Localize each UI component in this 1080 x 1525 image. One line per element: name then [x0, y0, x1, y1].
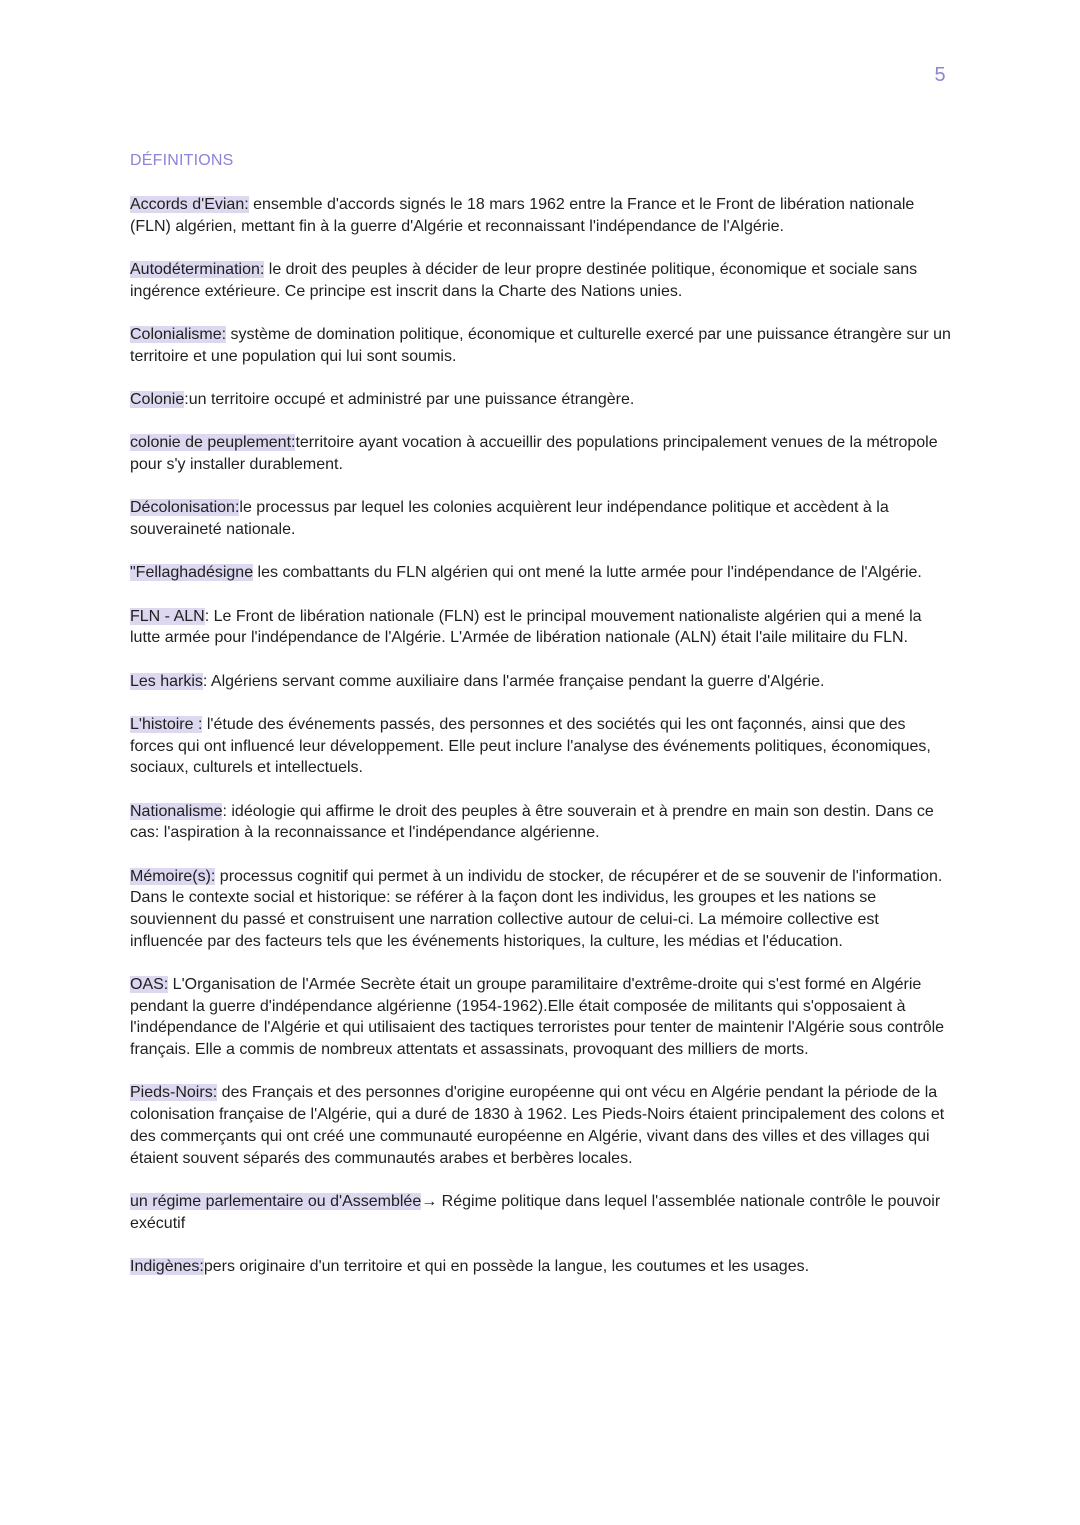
definition-text: L'Organisation de l'Armée Secrète était un groupe paramilitaire d'extrême-droite qui s'est formé en Algérie pendant la guerre d'indépendance algérienne (1954-1962).Elle était composée de militants qui s'opposaient à l'indépendance de l'Algérie et qui utilisaient des tactiques terroristes pour tenter de maintenir l'Algérie sous contrôle français. Elle a commis de nombreux attentats et assassinats, provoquant des milliers de morts. [130, 976, 945, 1059]
definition-term: Colonie [130, 391, 185, 408]
definition-item [130, 562, 952, 584]
definition-text: les combattants du FLN algérien qui ont mené la lutte armée pour l'indépendance de l'Algérie. [253, 564, 922, 582]
definition-term: un régime parlementaire ou d'Assemblée [130, 1192, 422, 1210]
definition-text: :un territoire occupé et administré par une puissance étrangère. [184, 391, 635, 408]
section-title: DÉFINITIONS [130, 152, 234, 169]
definition-term: Autodétermination: [130, 261, 265, 278]
definition-text: : Le Front de libération nationale (FLN) est le principal mouvement nationaliste algérien qui a mené la lutte armée pour l'indépendance de l'Algérie. L'Armée de libération nationale (ALN) était l'aile militaire du FLN. [130, 607, 922, 647]
definition-text: l'étude des événements passés, des personnes et des sociétés qui les ont façonnés, ainsi que des forces qui ont influencé leur développement. Elle peut inclure l'analyse des événements politiques, économiques, sociaux, culturels et intellectuels. [130, 715, 931, 777]
definition-item [130, 671, 952, 693]
definition-term: "Fellaghadésigne [130, 564, 254, 582]
definition-term: FLN - ALN [130, 607, 205, 625]
definition-term: Décolonisation: [130, 499, 240, 517]
definition-item [130, 1191, 952, 1234]
definition-term: OAS: [130, 976, 169, 993]
definition-term: Pieds-Noirs: [130, 1084, 218, 1102]
definition-term: colonie de peuplement: [130, 434, 296, 452]
definition-term: Mémoire(s): [130, 867, 216, 885]
definition-item [130, 714, 952, 779]
definition-text: le processus par lequel les colonies acquièrent leur indépendance politique et accèdent à la souveraineté nationale. [130, 499, 889, 538]
definition-text: des Français et des personnes d'origine européenne qui ont vécu en Algérie pendant la période de la colonisation française de l'Algérie, qui a duré de 1830 à 1962. Les Pieds-Noirs étaient principalement des colons et des commerçants qui ont créé une communauté européenne en Algérie, vivant dans des villes et des villages qui étaient souvent séparés des communautés arabes et berbères locales. [130, 1084, 945, 1167]
definition-item [130, 801, 952, 844]
definition-text: processus cognitif qui permet à un individu de stocker, de récupérer et de se souvenir de l'information. Dans le contexte social et historique: se référer à la façon dont les individus, les groupes et les nations se souviennent du passé et construisent une narration collective autour de celui-ci. La mémoire collective est influencée par des facteurs tels que les événements historiques, la culture, les médias et l'éducation. [130, 867, 943, 950]
definition-item [130, 389, 952, 411]
definition-term: Indigènes: [130, 1257, 204, 1275]
definition-text: → Régime politique dans lequel l'assemblée nationale contrôle le pouvoir exécutif [130, 1192, 941, 1232]
definition-item [130, 606, 952, 649]
definition-text: le droit des peuples à décider de leur propre destinée politique, économique et sociale sans ingérence extérieure. Ce principe est inscrit dans la Charte des Nations unies. [130, 261, 918, 300]
definition-item [130, 324, 952, 367]
definition-term: Colonialisme: [130, 326, 227, 343]
definition-item [130, 432, 952, 475]
definition-item [130, 1256, 952, 1278]
definition-term: Nationalisme [130, 802, 223, 820]
definition-text: système de domination politique, économique et culturelle exercé par une puissance étrangère sur un territoire et une population qui lui sont soumis. [130, 326, 951, 365]
definition-term: L'histoire : [130, 715, 203, 733]
definition-term: Accords d'Evian: [130, 196, 249, 213]
definition-item [130, 866, 952, 953]
definition-item [130, 1082, 952, 1169]
page-number: 5 [934, 64, 946, 86]
definition-text: : Algériens servant comme auxiliaire dans l'armée française pendant la guerre d'Algérie. [202, 672, 825, 690]
definition-text: : idéologie qui affirme le droit des peuples à être souverain et à prendre en main son destin. Dans ce cas: l'aspiration à la reconnaissance et l'indépendance algérienne. [130, 802, 934, 842]
definition-text: ensemble d'accords signés le 18 mars 1962 entre la France et le Front de libération nationale (FLN) algérien, mettant fin à la guerre d'Algérie et reconnaissant l'indépendance de l'Algérie. [130, 196, 915, 235]
definition-text: territoire ayant vocation à accueillir des populations principalement venues de la métropole pour s'y installer durablement. [130, 434, 938, 473]
definitions-list [130, 194, 952, 1299]
definition-text: pers originaire d'un territoire et qui en possède la langue, les coutumes et les usages. [203, 1257, 810, 1275]
definition-item [130, 194, 952, 237]
definition-item [130, 259, 952, 302]
definition-term: Les harkis [130, 672, 203, 690]
definition-item [130, 497, 952, 540]
definition-item [130, 974, 952, 1061]
